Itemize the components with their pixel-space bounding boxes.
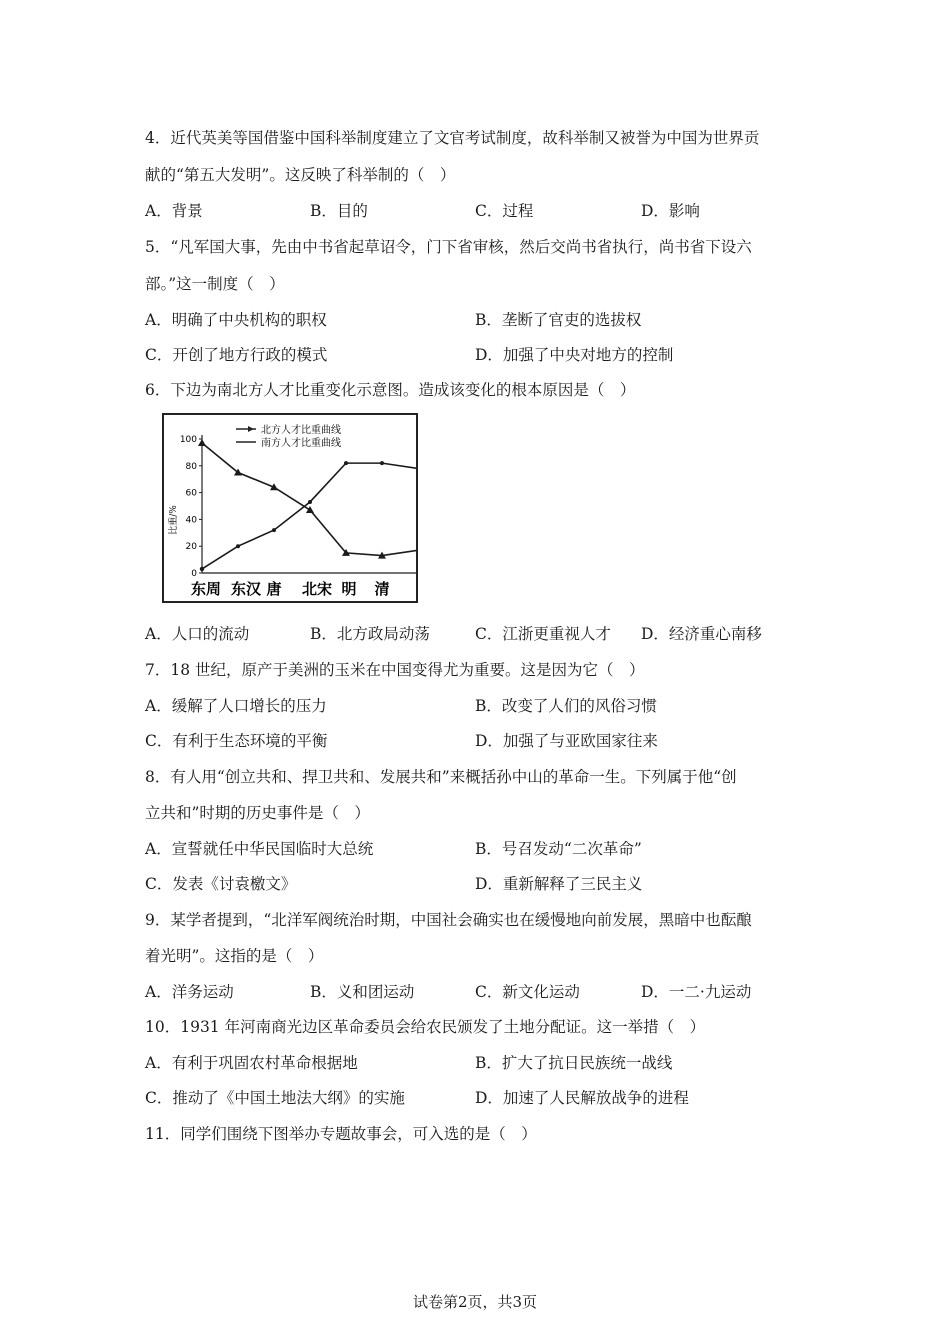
q10-option-b: B．扩大了抗日民族统一战线: [475, 1054, 673, 1072]
series-line: [202, 443, 416, 556]
q7-option-d: D．加强了与亚欧国家往来: [475, 732, 658, 750]
q9-option-d: D．一二·九运动: [641, 983, 752, 1001]
q4-option-b: B．目的: [310, 202, 368, 220]
q4-line2: 献的“第五大发明”。这反映了科举制的（ ）: [145, 166, 456, 184]
y-tick-label: 0: [191, 569, 197, 579]
legend-south-label: 南方人才比重曲线: [261, 438, 341, 449]
q4-line1: 4．近代英美等国借鉴中国科举制度建立了文官考试制度，故科举制又被誉为中国为世界贡: [145, 129, 760, 147]
q6-option-c: C．江浙更重视人才: [475, 625, 611, 643]
q8-option-d: D．重新解释了三民主义: [475, 875, 643, 893]
data-point: [200, 567, 204, 571]
q6-line1: 6．下边为南北方人才比重变化示意图。造成该变化的根本原因是（ ）: [145, 381, 636, 399]
q10-option-a: A．有利于巩固农村革命根据地: [145, 1054, 358, 1072]
q8-line2: 立共和”时期的历史事件是（ ）: [145, 804, 370, 822]
y-tick-label: 60: [185, 488, 197, 499]
q6-option-d: D．经济重心南移: [641, 625, 762, 643]
q9-option-c: C．新文化运动: [475, 983, 580, 1001]
q10-option-c: C．推动了《中国土地法大纲》的实施: [145, 1089, 405, 1107]
chart-svg: [164, 415, 416, 601]
q7-option-c: C．有利于生态环境的平衡: [145, 732, 328, 750]
page-footer: 试卷第2页，共3页: [412, 1293, 538, 1311]
x-axis: [191, 573, 416, 598]
q11-line1: 11．同学们围绕下图举办专题故事会，可入选的是（ ）: [145, 1125, 537, 1143]
q5-line1: 5．“凡军国大事，先由中书省起草诏令，门下省审核，然后交尚书省执行，尚书省下设六: [145, 238, 752, 256]
data-point: [272, 528, 276, 532]
y-tick-label: 80: [185, 461, 197, 472]
x-tick-label: 明: [341, 580, 357, 598]
q5-option-c: C．开创了地方行政的模式: [145, 346, 328, 364]
series-north: [198, 439, 416, 559]
x-tick-label: 北宋: [301, 580, 333, 598]
q10-line1: 10．1931 年河南商光边区革命委员会给农民颁发了土地分配证。这一举措（ ）: [145, 1018, 706, 1036]
x-tick-label: 东周: [190, 580, 222, 598]
q5-option-d: D．加强了中央对地方的控制: [475, 346, 674, 364]
chart-legend: [236, 423, 341, 449]
q6-option-a: A．人口的流动: [145, 625, 250, 643]
x-tick-label: 东汉: [230, 580, 262, 598]
q8-line1: 8．有人用“创立共和、捍卫共和、发展共和”来概括孙中山的革命一生。下列属于他“创: [145, 768, 737, 786]
q4-option-a: A．背景: [145, 202, 203, 220]
legend-north-label: 北方人才比重曲线: [261, 425, 341, 436]
q9-line1: 9．某学者提到，“北洋军阀统治时期，中国社会确实也在缓慢地向前发展，黑暗中也酝酿: [145, 911, 752, 929]
talent-ratio-chart: [162, 413, 418, 603]
data-point: [306, 506, 314, 513]
q7-option-a: A．缓解了人口增长的压力: [145, 697, 327, 715]
y-tick-label: 20: [185, 542, 197, 553]
data-point: [344, 461, 348, 465]
series-line: [202, 463, 416, 569]
q8-option-a: A．宣誓就任中华民国临时大总统: [145, 840, 374, 858]
y-tick-label: 100: [179, 435, 197, 445]
q6-option-b: B．北方政局动荡: [310, 625, 430, 643]
x-tick-label: 清: [374, 580, 390, 598]
q8-option-c: C．发表《讨袁檄文》: [145, 875, 297, 893]
data-point: [198, 439, 206, 446]
q7-option-b: B．改变了人们的风俗习惯: [475, 697, 657, 715]
q5-option-b: B．垄断了官吏的选拔权: [475, 311, 642, 329]
y-axis-label: 比重/%: [169, 505, 179, 535]
q5-line2: 部。”这一制度（ ）: [145, 275, 285, 293]
q4-option-d: D．影响: [641, 202, 700, 220]
q9-option-b: B．义和团运动: [310, 983, 415, 1001]
data-point: [380, 461, 384, 465]
q4-option-c: C．过程: [475, 202, 534, 220]
q8-option-b: B．号召发动“二次革命”: [475, 840, 642, 858]
x-tick-label: 唐: [266, 580, 282, 598]
data-point: [236, 544, 240, 548]
y-tick-label: 40: [185, 515, 197, 526]
y-axis: [180, 435, 202, 579]
q7-line1: 7．18 世纪，原产于美洲的玉米在中国变得尤为重要。这是因为它（ ）: [145, 661, 645, 679]
legend-north-marker: [248, 426, 254, 432]
data-point: [308, 500, 312, 504]
q10-option-d: D．加速了人民解放战争的进程: [475, 1089, 689, 1107]
q9-line2: 着光明”。这指的是（ ）: [145, 947, 324, 965]
q5-option-a: A．明确了中央机构的职权: [145, 311, 327, 329]
q9-option-a: A．洋务运动: [145, 983, 234, 1001]
